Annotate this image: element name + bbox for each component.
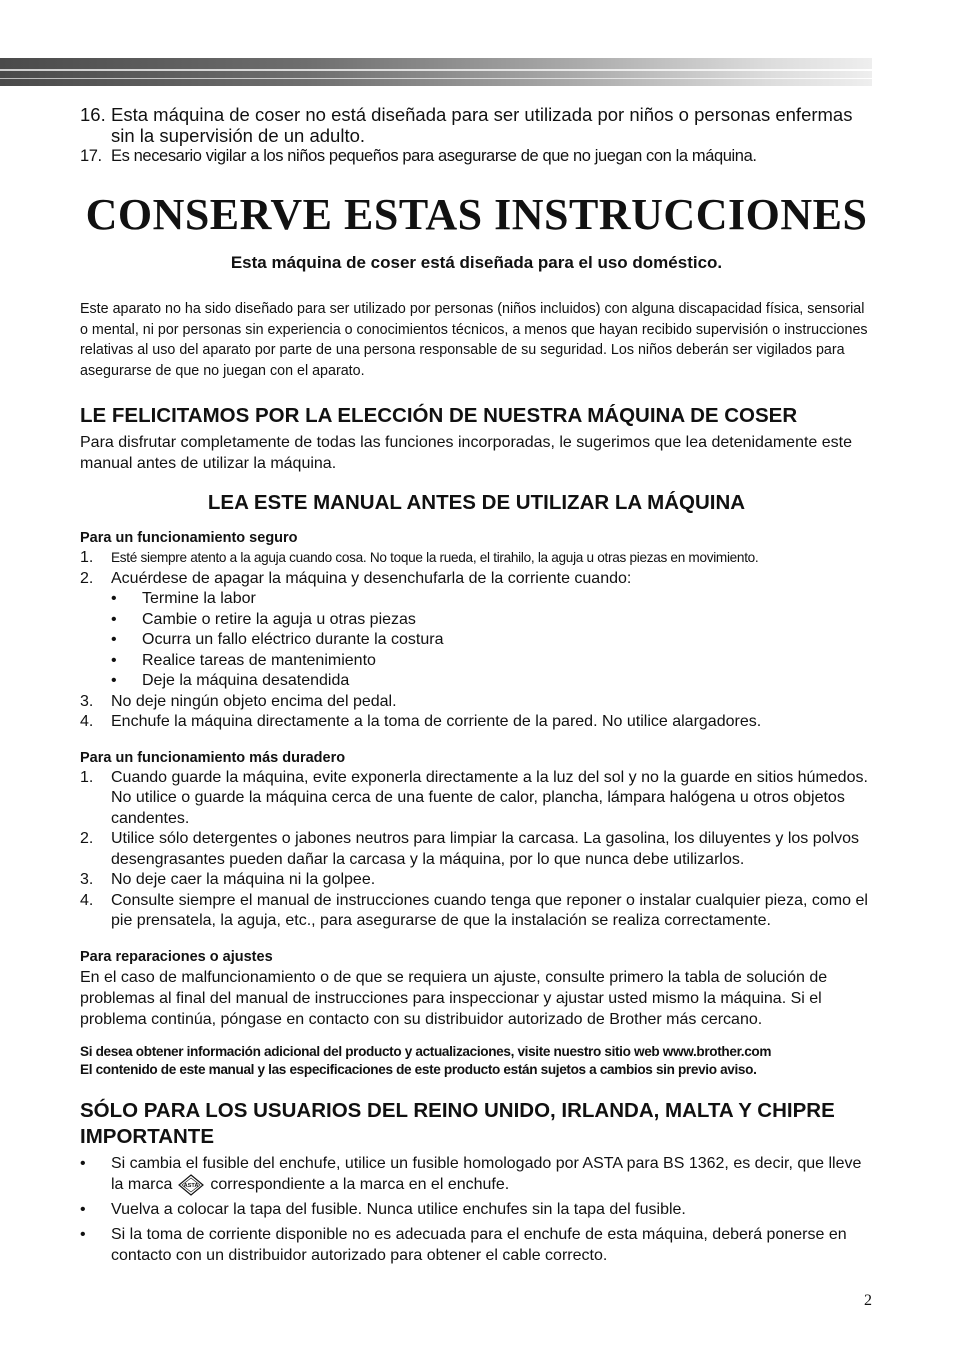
bullet-text xyxy=(111,1153,873,1197)
safe-operation-heading: Para un funcionamiento seguro xyxy=(80,530,298,546)
intro-paragraph: Este aparato no ha sido diseñado para ser utilizado por personas (niños incluidos) con alguna discapacidad física, sensorial o mental, ni por personas sin experiencia o conocimientos técnicos, a menos que hayan recibido supervisión o instrucciones relativas al uso del aparato por parte de una persona responsable de su seguridad. Los niños deberán ser vigilados para asegurarse de que no juegan con el aparato. xyxy=(80,301,868,379)
page-number: 2 xyxy=(864,1292,872,1309)
page-content xyxy=(80,104,873,1267)
list-item-text: Consulte siempre el manual de instrucciones cuando tenga que reponer o instalar cualquier pieza, como el pie prensatela, la aguja, etc., para asegurarse de que la instalación se realiza correctamente. xyxy=(111,891,868,929)
bullet-item xyxy=(80,589,873,610)
list-item-number: 1. xyxy=(80,768,94,786)
bullet-icon: • xyxy=(80,1201,86,1218)
bullet-icon: • xyxy=(111,610,117,628)
notice-line: El contenido de este manual y las especificaciones de este producto están sujetos a cambios sin previo aviso. xyxy=(80,1062,757,1077)
bullet-text: Deje la máquina desatendida xyxy=(142,672,350,689)
list-item-text: Esté siempre atento a la aguja cuando cosa. No toque la rueda, el tirahilo, la aguja u otras piezas en movimiento. xyxy=(111,550,759,565)
list-item-number: 17. xyxy=(80,147,102,165)
bullet-item xyxy=(80,630,873,651)
list-item xyxy=(80,768,873,830)
bullet-text: Si la toma de corriente disponible no es adecuada para el enchufe de esta máquina, deberá ponerse en contacto con un distribuidor autorizado para obtener el cable correcto. xyxy=(111,1225,847,1264)
notice-block xyxy=(80,1043,873,1080)
asta-mark-text: ASTA xyxy=(183,1183,199,1190)
list-item-number: 3. xyxy=(80,692,94,710)
asta-mark-icon xyxy=(178,1174,204,1196)
bullet-item xyxy=(80,671,873,692)
list-item-number: 2. xyxy=(80,569,94,587)
list-item xyxy=(80,712,873,733)
list-item xyxy=(80,548,873,569)
read-manual-heading: LEA ESTE MANUAL ANTES DE UTILIZAR LA MÁQUINA xyxy=(207,491,746,514)
important-heading: IMPORTANTE xyxy=(80,1124,215,1148)
main-title: CONSERVE ESTAS INSTRUCCIONES xyxy=(85,190,868,239)
bullet-text: Cambie o retire la aguja u otras piezas xyxy=(142,610,416,628)
bullet-text: Ocurra un fallo eléctrico durante la costura xyxy=(142,631,444,648)
list-item-number: 1. xyxy=(80,549,94,566)
list-item-number: 16. xyxy=(80,104,106,125)
list-item-text: Enchufe la máquina directamente a la toma de corriente de la pared. No utilice alargadores. xyxy=(111,713,762,730)
list-item xyxy=(80,891,873,932)
bullet-icon: • xyxy=(111,590,117,607)
fuse-text-after: correspondiente a la marca en el enchufe. xyxy=(210,1176,510,1194)
fuse-text-before: Si cambia el fusible del enchufe, utilice un fusible homologado por ASTA para BS 1362, es decir, que lleve la marca xyxy=(111,1154,862,1194)
bullet-icon: • xyxy=(111,672,117,689)
list-item xyxy=(80,569,873,590)
list-item xyxy=(80,692,873,713)
bullet-item xyxy=(80,651,873,672)
bullet-icon: • xyxy=(111,651,117,669)
list-item-number: 4. xyxy=(80,713,94,730)
subtitle: Esta máquina de coser está diseñada para el uso doméstico. xyxy=(230,253,723,272)
header-gradient-bar xyxy=(0,58,872,86)
list-item xyxy=(80,104,873,146)
repairs-text: En el caso de malfuncionamiento o de que se requiera un ajuste, consulte primero la tabla de solución de problemas al final del manual de instrucciones para inspeccionar y ajustar usted mismo la máquina. Si el problema continúa, póngase en contacto con su distribuidor autorizado de Brother más cercano. xyxy=(80,968,828,1028)
list-item-text: Acuérdese de apagar la máquina y desenchufarla de la corriente cuando: xyxy=(111,569,632,587)
bullet-icon: • xyxy=(80,1225,86,1243)
notice-line: Si desea obtener información adicional del producto y actualizaciones, visite nuestro sitio web www.brother.com xyxy=(80,1043,772,1059)
durable-operation-heading: Para un funcionamiento más duradero xyxy=(80,749,346,766)
list-item-text: Utilice sólo detergentes o jabones neutros para limpiar la carcasa. La gasolina, los diluyentes y los polvos desengrasantes pueden dañar la carcasa y la máquina, por lo que nunca debe utilizarlos. xyxy=(111,830,859,868)
list-item xyxy=(80,870,873,891)
bullet-icon: • xyxy=(111,631,117,648)
list-item-text: Cuando guarde la máquina, evite exponerla directamente a la luz del sol y no la guarde en sitios húmedos. No utilice o guarde la máquina cerca de una fuente de calor, plancha, lámpara halógena u otros objetos candentes. xyxy=(111,768,868,827)
bullet-text: Termine la labor xyxy=(142,590,256,607)
uk-users-heading xyxy=(80,1098,873,1150)
list-item-number: 4. xyxy=(80,891,94,909)
list-item xyxy=(80,146,873,167)
bullet-item xyxy=(80,1224,873,1267)
list-item-text: Es necesario vigilar a los niños pequeños para asegurarse de que no juegan con la máquina. xyxy=(111,147,757,165)
bullet-icon: • xyxy=(80,1154,86,1172)
list-item-text: No deje ningún objeto encima del pedal. xyxy=(111,692,397,710)
uk-users-heading-line: SÓLO PARA LOS USUARIOS DEL REINO UNIDO, IRLANDA, MALTA Y CHIPRE xyxy=(80,1098,835,1122)
bullet-item xyxy=(80,610,873,631)
bullet-item xyxy=(80,1199,873,1221)
list-item-number: 3. xyxy=(80,871,94,888)
repairs-heading: Para reparaciones o ajustes xyxy=(80,948,273,965)
list-item-text: Esta máquina de coser no está diseñada para ser utilizada por niños o personas enfermas sin la supervisión de un adulto. xyxy=(111,104,853,146)
congrats-text: Para disfrutar completamente de todas las funciones incorporadas, le sugerimos que lea detenidamente este manual antes de utilizar la máquina. xyxy=(80,434,853,472)
bullet-text: Realice tareas de mantenimiento xyxy=(142,651,376,669)
list-item-number: 2. xyxy=(80,830,94,847)
list-item-text: No deje caer la máquina ni la golpee. xyxy=(111,871,376,888)
list-item xyxy=(80,829,873,870)
bullet-text: Vuelva a colocar la tapa del fusible. Nunca utilice enchufes sin la tapa del fusible. xyxy=(111,1201,686,1218)
congrats-heading: LE FELICITAMOS POR LA ELECCIÓN DE NUESTRA MÁQUINA DE COSER xyxy=(80,404,798,427)
bullet-item xyxy=(80,1153,873,1197)
